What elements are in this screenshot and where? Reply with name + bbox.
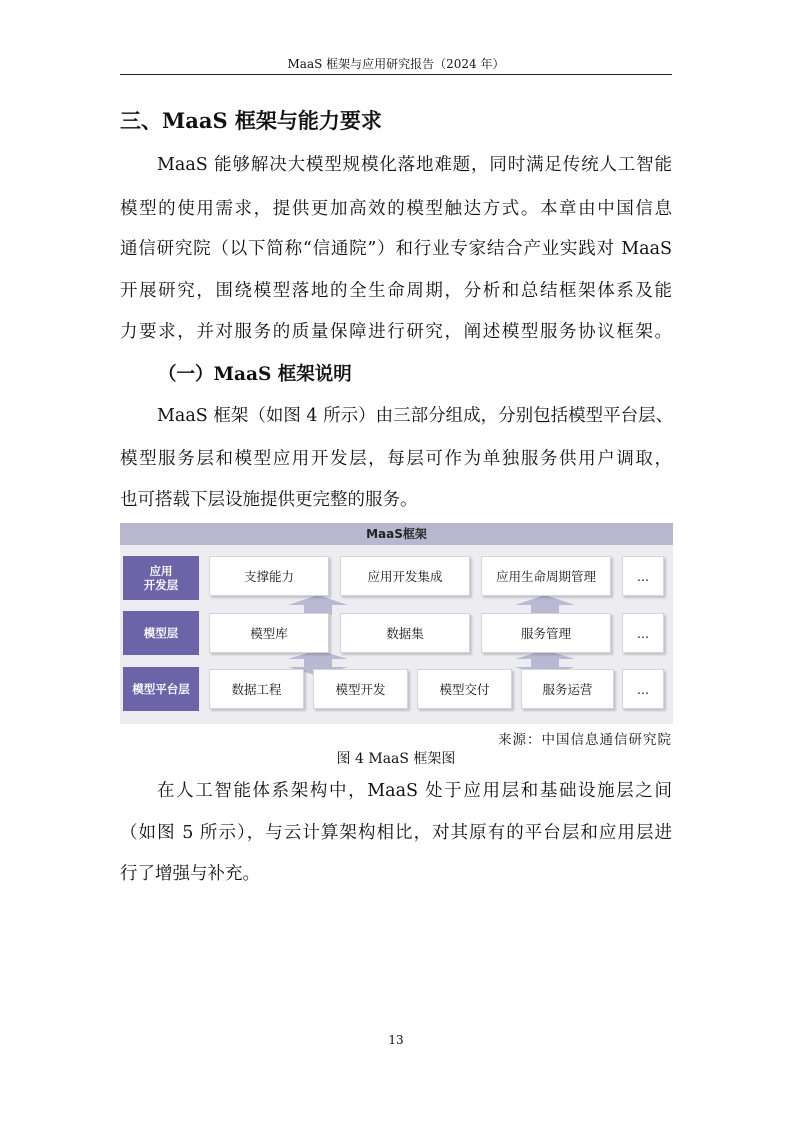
paragraph-line: 也可搭载下层设施提供更完整的服务。 bbox=[120, 490, 418, 510]
layer-box: 数据工程 bbox=[209, 669, 304, 709]
figure-source: 来源：中国信息通信研究院 bbox=[498, 732, 672, 748]
layer-label-line: 应用 bbox=[149, 564, 173, 578]
layer-box: ... bbox=[622, 556, 664, 596]
paragraph-line: 力要求，并对服务的质量保障进行研究，阐述模型服务协议框架。 bbox=[120, 322, 672, 342]
layer-box: 应用生命周期管理 bbox=[481, 556, 611, 596]
paragraph-line: 开展研究，围绕模型落地的全生命周期，分析和总结框架体系及能 bbox=[120, 281, 672, 301]
layer-label-model: 模型层 bbox=[123, 611, 199, 655]
layer-box: 服务管理 bbox=[481, 613, 611, 653]
paragraph-line: 通信研究院（以下简称“信通院”）和行业专家结合产业实践对 MaaS bbox=[120, 239, 672, 259]
maas-framework-figure bbox=[120, 523, 673, 724]
layer-box: 支撑能力 bbox=[209, 556, 329, 596]
layer-box: 服务运营 bbox=[521, 669, 614, 709]
section-title: 三、MaaS 框架与能力要求 bbox=[120, 108, 382, 133]
figure-caption: 图 4 MaaS 框架图 bbox=[336, 751, 456, 767]
paragraph-line: 在人工智能体系架构中，MaaS 处于应用层和基础设施层之间 bbox=[157, 781, 672, 801]
layer-box: 模型开发 bbox=[313, 669, 408, 709]
paragraph-line: MaaS 框架（如图 4 所示）由三部分组成，分别包括模型平台层、 bbox=[157, 406, 674, 426]
layer-box: ... bbox=[622, 613, 664, 653]
up-arrow-icon bbox=[288, 595, 348, 615]
running-header: MaaS 框架与应用研究报告（2024 年） bbox=[287, 57, 505, 71]
layer-box: 模型交付 bbox=[417, 669, 512, 709]
layer-box: ... bbox=[622, 669, 664, 709]
layer-box: 数据集 bbox=[340, 613, 470, 653]
header-rule bbox=[120, 74, 672, 75]
subsection-title: （一）MaaS 框架说明 bbox=[158, 364, 352, 385]
paragraph-line: MaaS 能够解决大模型规模化落地难题，同时满足传统人工智能 bbox=[157, 155, 672, 175]
layer-box: 模型库 bbox=[209, 613, 329, 653]
paragraph-line: （如图 5 所示），与云计算架构相比，对其原有的平台层和应用层进 bbox=[120, 823, 672, 843]
layer-label-app-dev bbox=[123, 556, 199, 600]
layer-label-model-platform: 模型平台层 bbox=[123, 667, 199, 711]
figure-header: MaaS框架 bbox=[120, 523, 673, 545]
layer-box: 应用开发集成 bbox=[340, 556, 470, 596]
paragraph-line: 模型服务层和模型应用开发层，每层可作为单独服务供用户调取， bbox=[120, 449, 672, 469]
paragraph-line: 模型的使用需求，提供更加高效的模型触达方式。本章由中国信息 bbox=[120, 199, 672, 219]
up-arrow-icon bbox=[515, 595, 575, 615]
paragraph-line: 行了增强与补充。 bbox=[120, 864, 260, 884]
layer-label-line: 开发层 bbox=[143, 578, 179, 592]
page-number: 13 bbox=[388, 1033, 404, 1047]
